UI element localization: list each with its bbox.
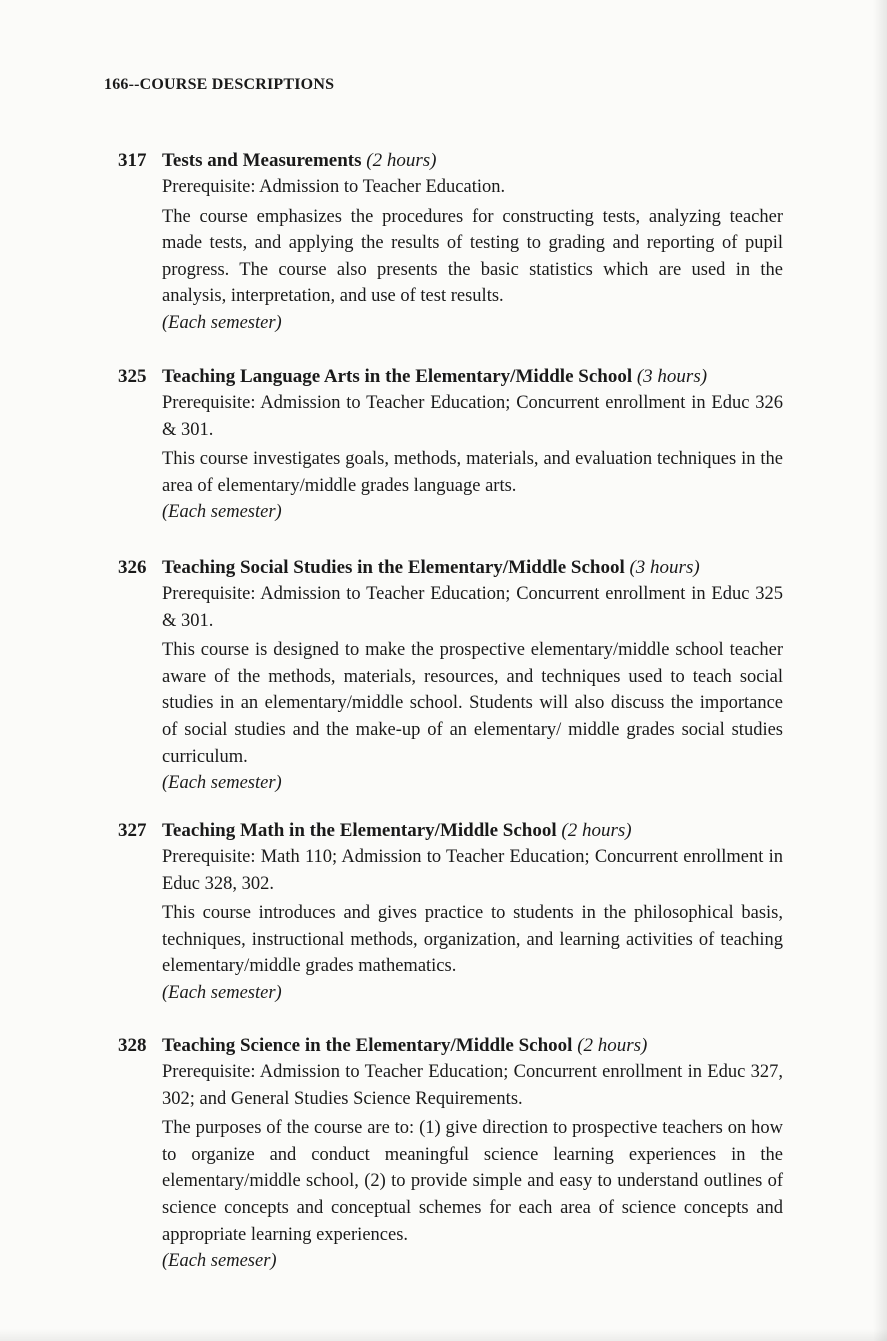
course-body xyxy=(162,581,783,797)
course-hours: (2 hours) xyxy=(366,150,437,171)
course-term: (Each semester) xyxy=(162,502,282,523)
course-term: (Each semester) xyxy=(162,982,282,1003)
course-hours: (3 hours) xyxy=(629,557,700,578)
course-heading xyxy=(118,364,783,390)
course-prerequisite: Prerequisite: Admission to Teacher Education; Concurrent enrollment in Educ 327, 302; and General Studies Science Requirements. xyxy=(162,1062,783,1109)
course-description: This course is designed to make the prospective elementary/middle school teacher aware of the methods, materials, resources, and techniques used to teach social studies in an elementary/middle school. Students will also discuss the importance of social studies and the make-up of an elementary/ middle grades social studies curriculum. xyxy=(162,640,783,767)
course-number: 325 xyxy=(118,366,147,387)
course-heading xyxy=(118,818,783,844)
course-prerequisite: Prerequisite: Admission to Teacher Education; Concurrent enrollment in Educ 325 & 301. xyxy=(162,584,783,631)
course-heading xyxy=(118,1033,783,1059)
course-term: (Each semester) xyxy=(162,773,282,794)
page-bottom-shadow xyxy=(0,1329,887,1341)
course-entry-328 xyxy=(118,1033,783,1275)
course-body xyxy=(162,1059,783,1275)
course-description: The course emphasizes the procedures for constructing tests, analyzing teacher made tests, and applying the results of testing to grading and reporting of pupil progress. The course also presents the basic statistics which are used in the analysis, interpretation, and use of test results. xyxy=(162,206,783,307)
course-description: This course introduces and gives practice to students in the philosophical basis, techniques, instructional methods, organization, and learning activities of teaching elementary/middle grades mathematics. xyxy=(162,903,783,977)
course-entry-317 xyxy=(118,148,783,337)
course-entry-325 xyxy=(118,364,783,526)
page-edge-shadow xyxy=(873,0,887,1341)
course-title: Teaching Social Studies in the Elementary/Middle School xyxy=(162,557,625,578)
course-description: The purposes of the course are to: (1) give direction to prospective teachers on how to organize and conduct meaningful science learning experiences in the elementary/middle school, (2) to provide simple and easy to understand outlines of science concepts and conceptual schemes for each area of science concepts and appropriate learning experiences. xyxy=(162,1118,783,1245)
running-head: 166--COURSE DESCRIPTIONS xyxy=(104,76,335,93)
course-hours: (2 hours) xyxy=(577,1035,648,1056)
course-body xyxy=(162,390,783,526)
course-number: 326 xyxy=(118,557,147,578)
course-description: This course investigates goals, methods, materials, and evaluation techniques in the area of elementary/middle grades language arts. xyxy=(162,449,783,496)
course-title: Teaching Science in the Elementary/Middle School xyxy=(162,1035,573,1056)
course-title: Tests and Measurements xyxy=(162,150,362,171)
course-title: Teaching Math in the Elementary/Middle School xyxy=(162,820,557,841)
course-number: 317 xyxy=(118,150,147,171)
course-body xyxy=(162,844,783,1007)
course-entry-327 xyxy=(118,818,783,1007)
course-prerequisite: Prerequisite: Admission to Teacher Education. xyxy=(162,177,506,197)
course-hours: (3 hours) xyxy=(636,366,708,387)
course-prerequisite: Prerequisite: Admission to Teacher Education; Concurrent enrollment in Educ 326 & 301. xyxy=(162,393,783,440)
course-body xyxy=(162,174,783,337)
course-heading xyxy=(118,555,783,581)
course-heading xyxy=(118,148,783,174)
course-prerequisite: Prerequisite: Math 110; Admission to Teacher Education; Concurrent enrollment in Educ 328, 302. xyxy=(162,847,783,894)
course-hours: (2 hours) xyxy=(561,820,632,841)
course-title: Teaching Language Arts in the Elementary/Middle School xyxy=(162,366,633,387)
course-number: 327 xyxy=(118,820,147,841)
course-term: (Each semester) xyxy=(162,312,282,333)
course-number: 328 xyxy=(118,1035,147,1056)
course-entry-326 xyxy=(118,555,783,797)
course-term: (Each semeser) xyxy=(162,1251,277,1272)
